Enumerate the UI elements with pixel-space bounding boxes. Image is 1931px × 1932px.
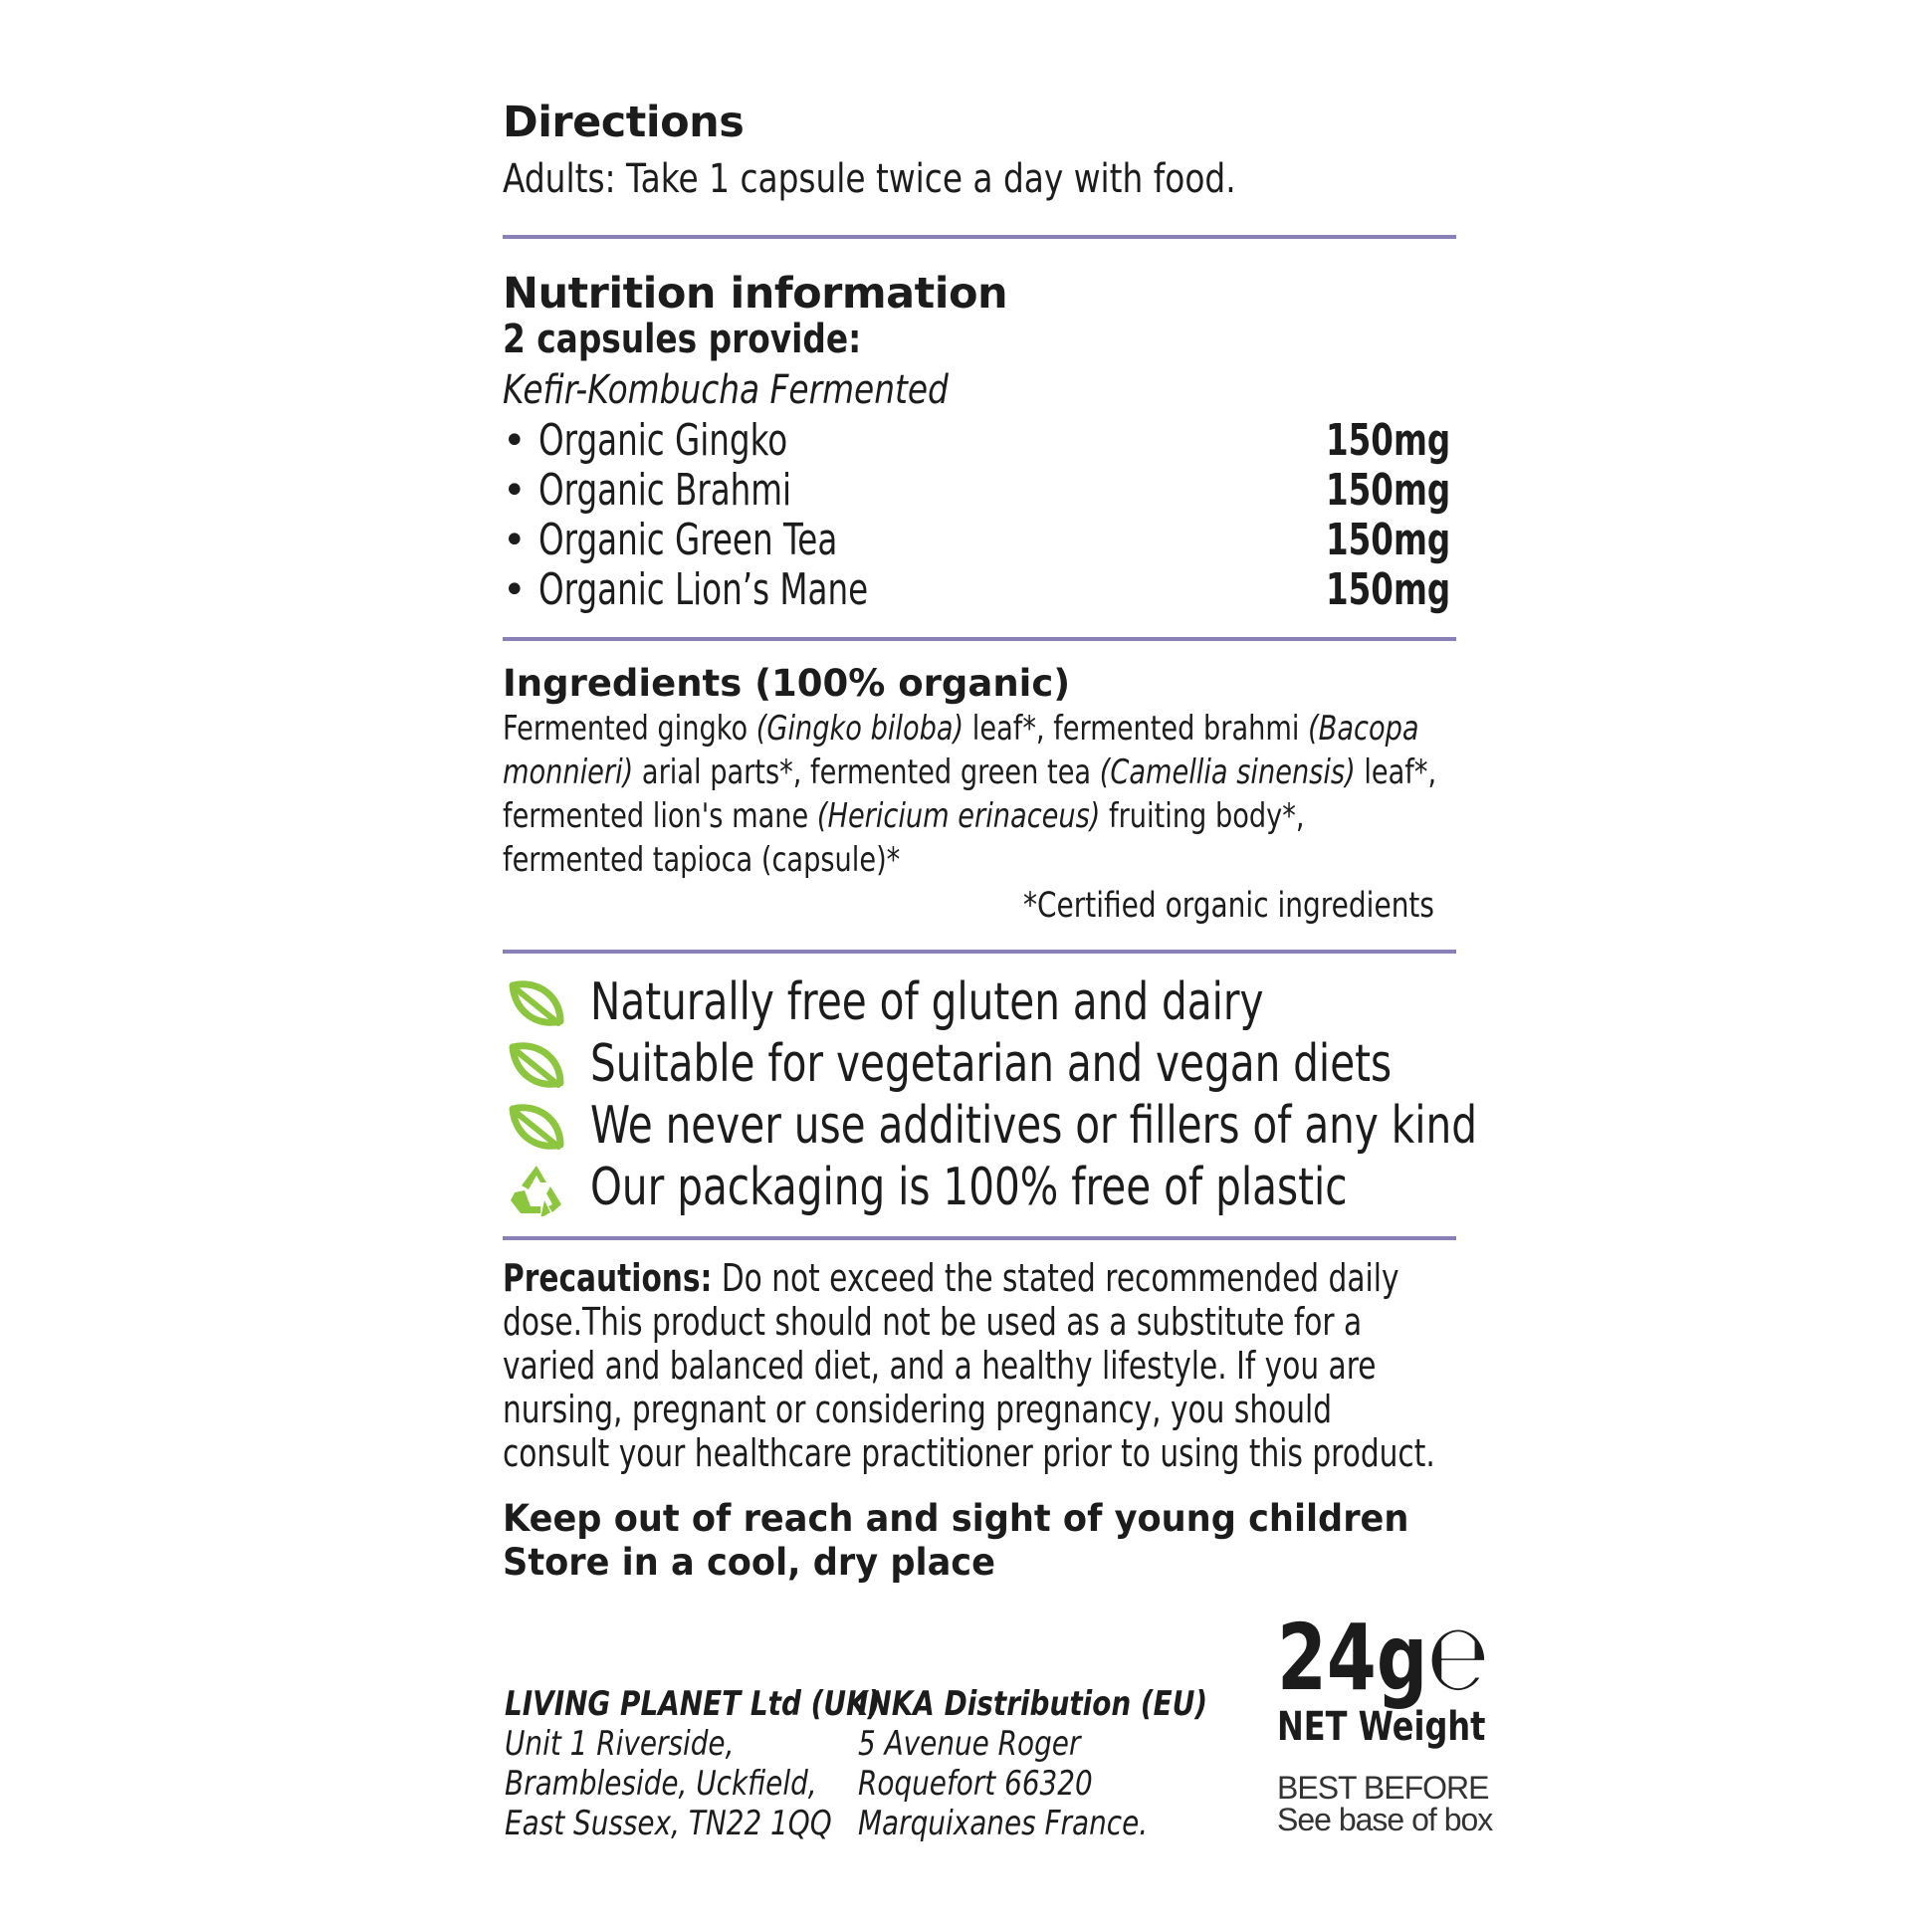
address-eu-line: Roquefort 66320 bbox=[858, 1764, 1093, 1804]
nutrient-name: Organic Gingko bbox=[538, 415, 788, 466]
precautions-line: Precautions: Do not exceed the stated recommended daily bbox=[503, 1256, 1399, 1300]
address-uk bbox=[505, 1684, 880, 1843]
precautions-line: nursing, pregnant or considering pregnancy, you should bbox=[503, 1388, 1333, 1431]
net-weight: 24g℮ bbox=[1277, 1605, 1489, 1711]
divider bbox=[503, 637, 1456, 641]
serving-size: 2 capsules provide: bbox=[503, 317, 862, 362]
bullet: • bbox=[503, 567, 527, 613]
divider bbox=[503, 1236, 1456, 1240]
directions-title: Directions bbox=[503, 98, 745, 147]
ingredients-line: Fermented gingko (Gingko biloba) leaf*, fermented brahmi (Bacopa bbox=[503, 709, 1419, 749]
ingredients-title: Ingredients (100% organic) bbox=[503, 662, 1071, 705]
address-eu bbox=[858, 1684, 1207, 1843]
claim-item bbox=[503, 1033, 1456, 1095]
claim-item bbox=[503, 1157, 1456, 1218]
address-eu-line: 5 Avenue Roger bbox=[858, 1724, 1081, 1764]
address-uk-line: Unit 1 Riverside, bbox=[505, 1724, 735, 1764]
ingredients-line: fermented lion's mane (Hericium erinaceus) fruiting body*, bbox=[503, 796, 1305, 836]
supplement-label bbox=[503, 96, 1478, 1585]
divider bbox=[503, 950, 1456, 954]
bullet: • bbox=[503, 518, 527, 563]
claim-text: Naturally free of gluten and dairy bbox=[590, 972, 1264, 1032]
claim-text: Our packaging is 100% free of plastic bbox=[590, 1158, 1348, 1217]
nutrition-list bbox=[503, 416, 1456, 615]
precautions-line: varied and balanced diet, and a healthy lifestyle. If you are bbox=[503, 1344, 1377, 1388]
nutrition-subtitle: Kefir-Kombucha Fermented bbox=[503, 367, 949, 413]
address-uk-title: LIVING PLANET Ltd (UK) bbox=[505, 1684, 881, 1724]
nutrient-name: Organic Brahmi bbox=[538, 465, 792, 516]
ingredients-section bbox=[503, 661, 1456, 930]
leaf-icon bbox=[507, 977, 566, 1031]
nutrient-amount: 150mg bbox=[1325, 465, 1450, 516]
address-eu-title: INKA Distribution (EU) bbox=[858, 1684, 1208, 1724]
leaf-icon bbox=[507, 1039, 566, 1093]
claim-item bbox=[503, 1095, 1478, 1157]
net-weight-label: NET Weight bbox=[1277, 1704, 1486, 1750]
precautions-label: Precautions: bbox=[503, 1256, 713, 1300]
directions-text: Adults: Take 1 capsule twice a day with food. bbox=[503, 156, 1236, 202]
nutrition-row bbox=[503, 466, 1456, 516]
nutrient-amount: 150mg bbox=[1325, 415, 1450, 466]
address-eu-line: Marquixanes France. bbox=[858, 1804, 1149, 1843]
storage-note: Store in a cool, dry place bbox=[503, 1541, 995, 1584]
estimated-sign: ℮ bbox=[1427, 1605, 1489, 1711]
best-before-note: See base of box bbox=[1277, 1802, 1493, 1837]
nutrient-name: Organic Lion’s Mane bbox=[538, 564, 869, 615]
ingredients-line: fermented tapioca (capsule)* bbox=[503, 840, 901, 880]
claims-list bbox=[503, 971, 1478, 1218]
best-before-label: BEST BEFORE bbox=[1277, 1770, 1489, 1806]
nutrient-amount: 150mg bbox=[1325, 515, 1450, 565]
nutrient-amount: 150mg bbox=[1325, 564, 1450, 615]
leaf-icon bbox=[507, 1101, 566, 1155]
children-warning: Keep out of reach and sight of young children bbox=[503, 1497, 1409, 1540]
nutrition-row bbox=[503, 516, 1456, 565]
address-uk-line: Brambleside, Uckfield, bbox=[505, 1764, 817, 1804]
nutrient-name: Organic Green Tea bbox=[538, 515, 838, 565]
claim-text: We never use additives or fillers of any kind bbox=[590, 1096, 1478, 1156]
nutrition-row bbox=[503, 416, 1456, 466]
address-uk-line: East Sussex, TN22 1QQ bbox=[505, 1804, 832, 1843]
precautions-line: consult your healthcare practitioner prior to using this product. bbox=[503, 1431, 1435, 1475]
ingredients-line: monnieri) arial parts*, fermented green tea (Camellia sinensis) leaf*, bbox=[503, 752, 1437, 792]
certified-note: *Certified organic ingredients bbox=[1023, 886, 1434, 926]
nutrition-row bbox=[503, 565, 1456, 615]
nutrition-title: Nutrition information bbox=[503, 269, 1008, 319]
bullet: • bbox=[503, 468, 527, 514]
divider bbox=[503, 235, 1456, 239]
precautions-section bbox=[503, 1256, 1456, 1475]
bullet: • bbox=[503, 418, 527, 464]
net-weight-block bbox=[1277, 1605, 1549, 1837]
storage-warnings bbox=[503, 1497, 1456, 1585]
claim-item bbox=[503, 971, 1456, 1033]
recycle-icon bbox=[507, 1163, 566, 1216]
nutrition-section bbox=[503, 267, 1456, 615]
claim-text: Suitable for vegetarian and vegan diets bbox=[590, 1034, 1393, 1094]
precautions-line: dose.This product should not be used as a substitute for a bbox=[503, 1300, 1363, 1344]
